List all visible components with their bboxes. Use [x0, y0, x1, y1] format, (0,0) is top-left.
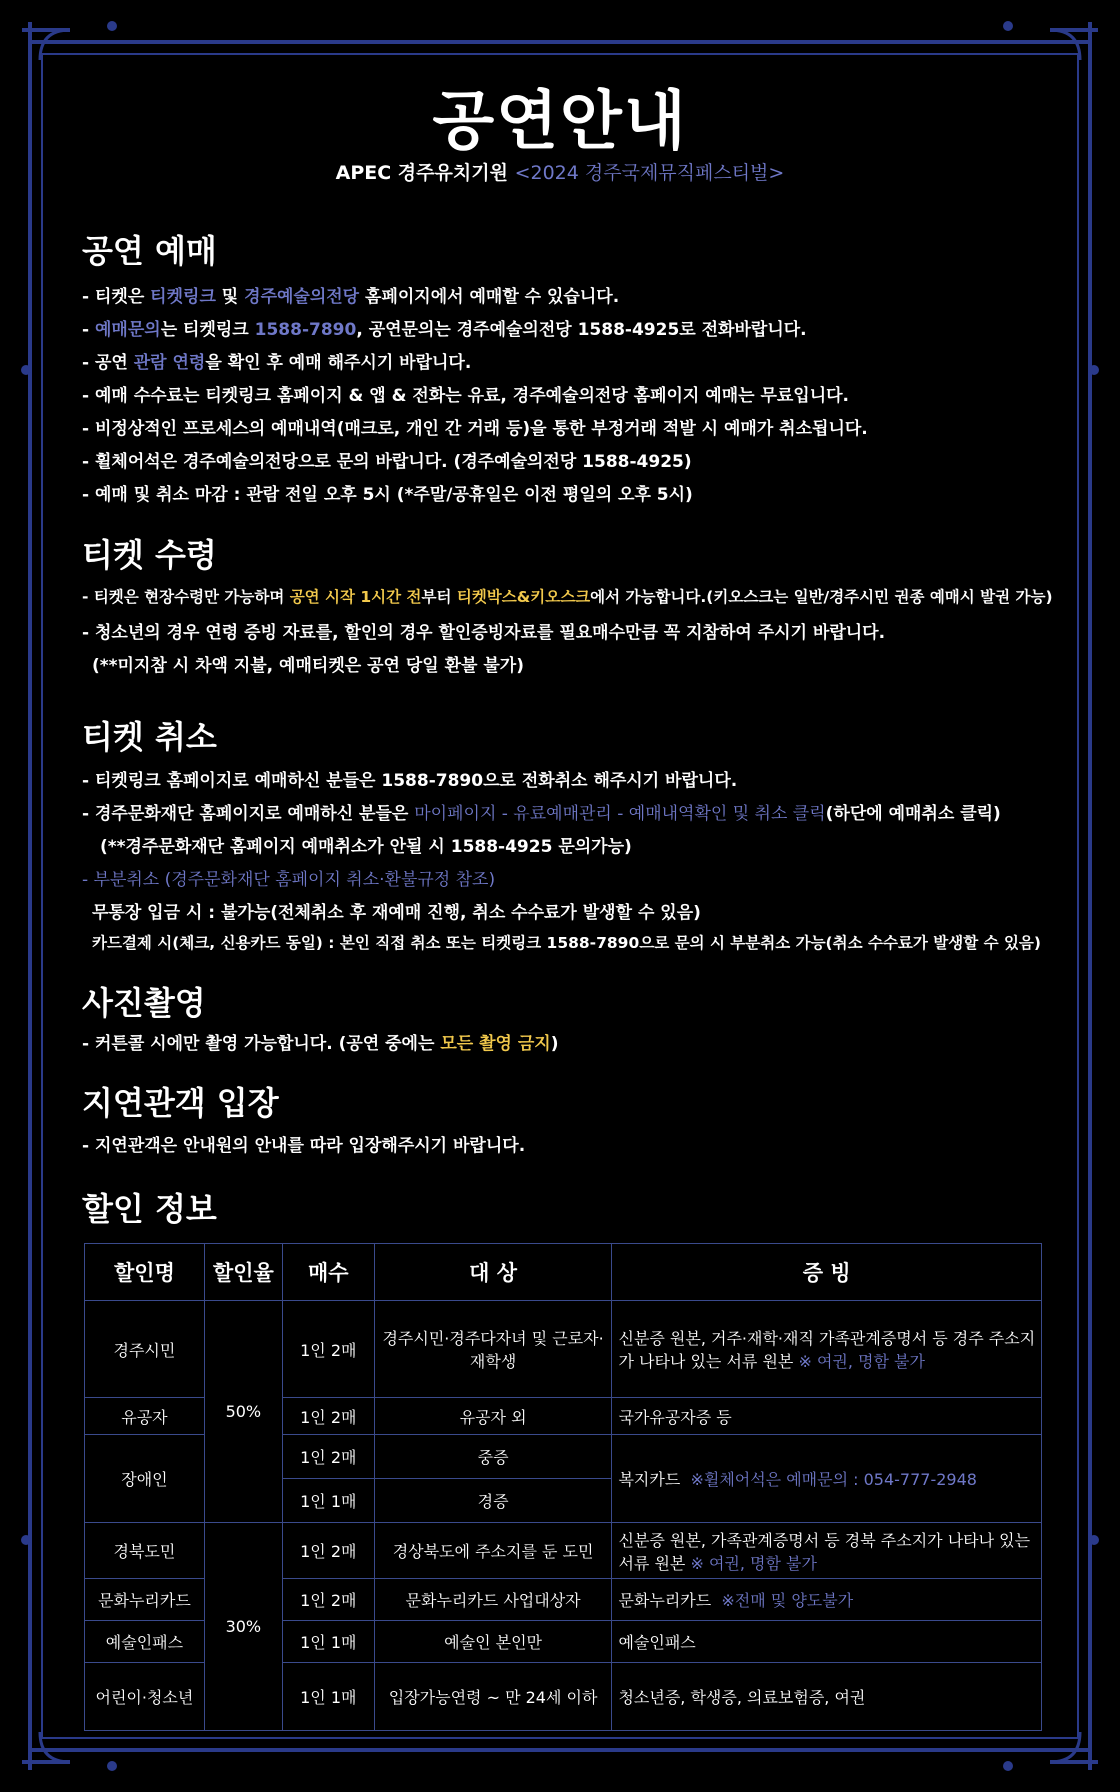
section-heading-cancel: 티켓 취소	[82, 718, 217, 756]
subtitle-org: APEC 경주유치기원	[335, 162, 508, 184]
cancel-line-1: - 티켓링크 홈페이지로 예매하신 분들은 1588-7890으로 전화취소 해주시기 바랍니다.	[82, 771, 738, 791]
table-header: 매수	[282, 1244, 374, 1301]
booking-line-7: - 예매 및 취소 마감 : 관람 전일 오후 5시 (*주말/공휴일은 이전 평일의 오후 5시)	[82, 485, 693, 505]
cell-qty: 1인 2매	[282, 1579, 374, 1621]
cell-target: 경증	[374, 1479, 612, 1523]
cell-target: 예술인 본인만	[374, 1621, 612, 1663]
table-row	[85, 1523, 1042, 1579]
table-header-row	[85, 1244, 1042, 1301]
cell-name: 문화누리카드	[85, 1579, 205, 1621]
cancel-line-4: - 부분취소 (경주문화재단 홈페이지 취소·환불규정 참조)	[82, 870, 496, 890]
cell-name: 유공자	[85, 1398, 205, 1435]
cell-qty: 1인 1매	[282, 1663, 374, 1731]
table-header: 할인명	[85, 1244, 205, 1301]
section-heading-late: 지연관객 입장	[82, 1084, 279, 1122]
section-heading-pickup: 티켓 수령	[82, 536, 217, 574]
cell-name: 경북도민	[85, 1523, 205, 1579]
table-row	[85, 1301, 1042, 1398]
section-heading-discount: 할인 정보	[82, 1190, 217, 1228]
cell-target: 중증	[374, 1435, 612, 1479]
cell-qty: 1인 1매	[282, 1621, 374, 1663]
cell-rate: 30%	[204, 1523, 282, 1731]
cell-target: 유공자 외	[374, 1398, 612, 1435]
booking-line-6: - 휠체어석은 경주예술의전당으로 문의 바랍니다. (경주예술의전당 1588-4925)	[82, 452, 692, 472]
cell-proof: 복지카드 ※휠체어석은 예매문의 : 054-777-2948	[612, 1435, 1042, 1523]
pickup-line-2: - 청소년의 경우 연령 증빙 자료를, 할인의 경우 할인증빙자료를 필요매수만큼 꼭 지참하여 주시기 바랍니다.	[82, 623, 886, 643]
cancel-line-5: 무통장 입금 시 : 불가능(전체취소 후 재예매 진행, 취소 수수료가 발생할 수 있음)	[92, 903, 701, 923]
discount-table	[84, 1243, 1042, 1731]
cell-qty: 1인 2매	[282, 1398, 374, 1435]
section-heading-booking: 공연 예매	[82, 232, 217, 270]
cell-qty: 1인 2매	[282, 1523, 374, 1579]
cancel-line-3: (**경주문화재단 홈페이지 예매취소가 안될 시 1588-4925 문의가능)	[100, 837, 632, 857]
page-subtitle	[0, 158, 1120, 185]
photo-line-1: - 커튼콜 시에만 촬영 가능합니다. (공연 중에는 모든 촬영 금지)	[82, 1034, 559, 1054]
cancel-line-6: 카드결제 시(체크, 신용카드 동일) : 본인 직접 취소 또는 티켓링크 1588-7890으로 문의 시 부분취소 가능(취소 수수료가 발생할 수 있음)	[92, 934, 1041, 952]
cell-qty: 1인 1매	[282, 1479, 374, 1523]
table-header: 할인율	[204, 1244, 282, 1301]
table-header: 대 상	[374, 1244, 612, 1301]
booking-line-5: - 비정상적인 프로세스의 예매내역(매크로, 개인 간 거래 등)을 통한 부정거래 적발 시 예매가 취소됩니다.	[82, 419, 868, 439]
cancel-line-2: - 경주문화재단 홈페이지로 예매하신 분들은 마이페이지 - 유료예매관리 - 예매내역확인 및 취소 클릭(하단에 예매취소 클릭)	[82, 804, 1001, 824]
pickup-line-3: (**미지참 시 차액 지불, 예매티켓은 공연 당일 환불 불가)	[92, 656, 524, 676]
booking-line-2: - 예매문의는 티켓링크 1588-7890, 공연문의는 경주예술의전당 1588-4925로 전화바랍니다.	[82, 320, 807, 340]
cell-target: 입장가능연령 ~ 만 24세 이하	[374, 1663, 612, 1731]
table-header: 증 빙	[612, 1244, 1042, 1301]
subtitle-event: <2024 경주국제뮤직페스티벌>	[514, 162, 785, 184]
booking-line-3: - 공연 관람 연령을 확인 후 예매 해주시기 바랍니다.	[82, 353, 472, 373]
cell-proof: 청소년증, 학생증, 의료보험증, 여권	[612, 1663, 1042, 1731]
cell-proof: 신분증 원본, 가족관계증명서 등 경북 주소지가 나타나 있는 서류 원본 ※ 여권, 명함 불가	[612, 1523, 1042, 1579]
cell-name: 예술인패스	[85, 1621, 205, 1663]
cell-name: 어린이·청소년	[85, 1663, 205, 1731]
cell-qty: 1인 2매	[282, 1301, 374, 1398]
cell-target: 경주시민·경주다자녀 및 근로자·재학생	[374, 1301, 612, 1398]
cell-proof: 예술인패스	[612, 1621, 1042, 1663]
cell-proof: 신분증 원본, 거주·재학·재직 가족관계증명서 등 경주 주소지가 나타나 있는 서류 원본 ※ 여권, 명함 불가	[612, 1301, 1042, 1398]
page-title: 공연안내	[432, 85, 688, 159]
cell-name: 장애인	[85, 1435, 205, 1523]
cell-target: 문화누리카드 사업대상자	[374, 1579, 612, 1621]
cell-rate: 50%	[204, 1301, 282, 1523]
cell-target: 경상북도에 주소지를 둔 도민	[374, 1523, 612, 1579]
cell-proof: 문화누리카드 ※전매 및 양도불가	[612, 1579, 1042, 1621]
cell-qty: 1인 2매	[282, 1435, 374, 1479]
booking-line-4: - 예매 수수료는 티켓링크 홈페이지 & 앱 & 전화는 유료, 경주예술의전당 홈페이지 예매는 무료입니다.	[82, 386, 850, 406]
cell-name: 경주시민	[85, 1301, 205, 1398]
pickup-line-1: - 티켓은 현장수령만 가능하며 공연 시작 1시간 전부터 티켓박스&키오스크에서 가능합니다.(키오스크는 일반/경주시민 권종 예매시 발권 가능)	[82, 588, 1053, 606]
booking-line-1: - 티켓은 티켓링크 및 경주예술의전당 홈페이지에서 예매할 수 있습니다.	[82, 287, 620, 307]
section-heading-photo: 사진촬영	[82, 984, 206, 1022]
late-line-1: - 지연관객은 안내원의 안내를 따라 입장해주시기 바랍니다.	[82, 1136, 526, 1156]
cell-proof: 국가유공자증 등	[612, 1398, 1042, 1435]
